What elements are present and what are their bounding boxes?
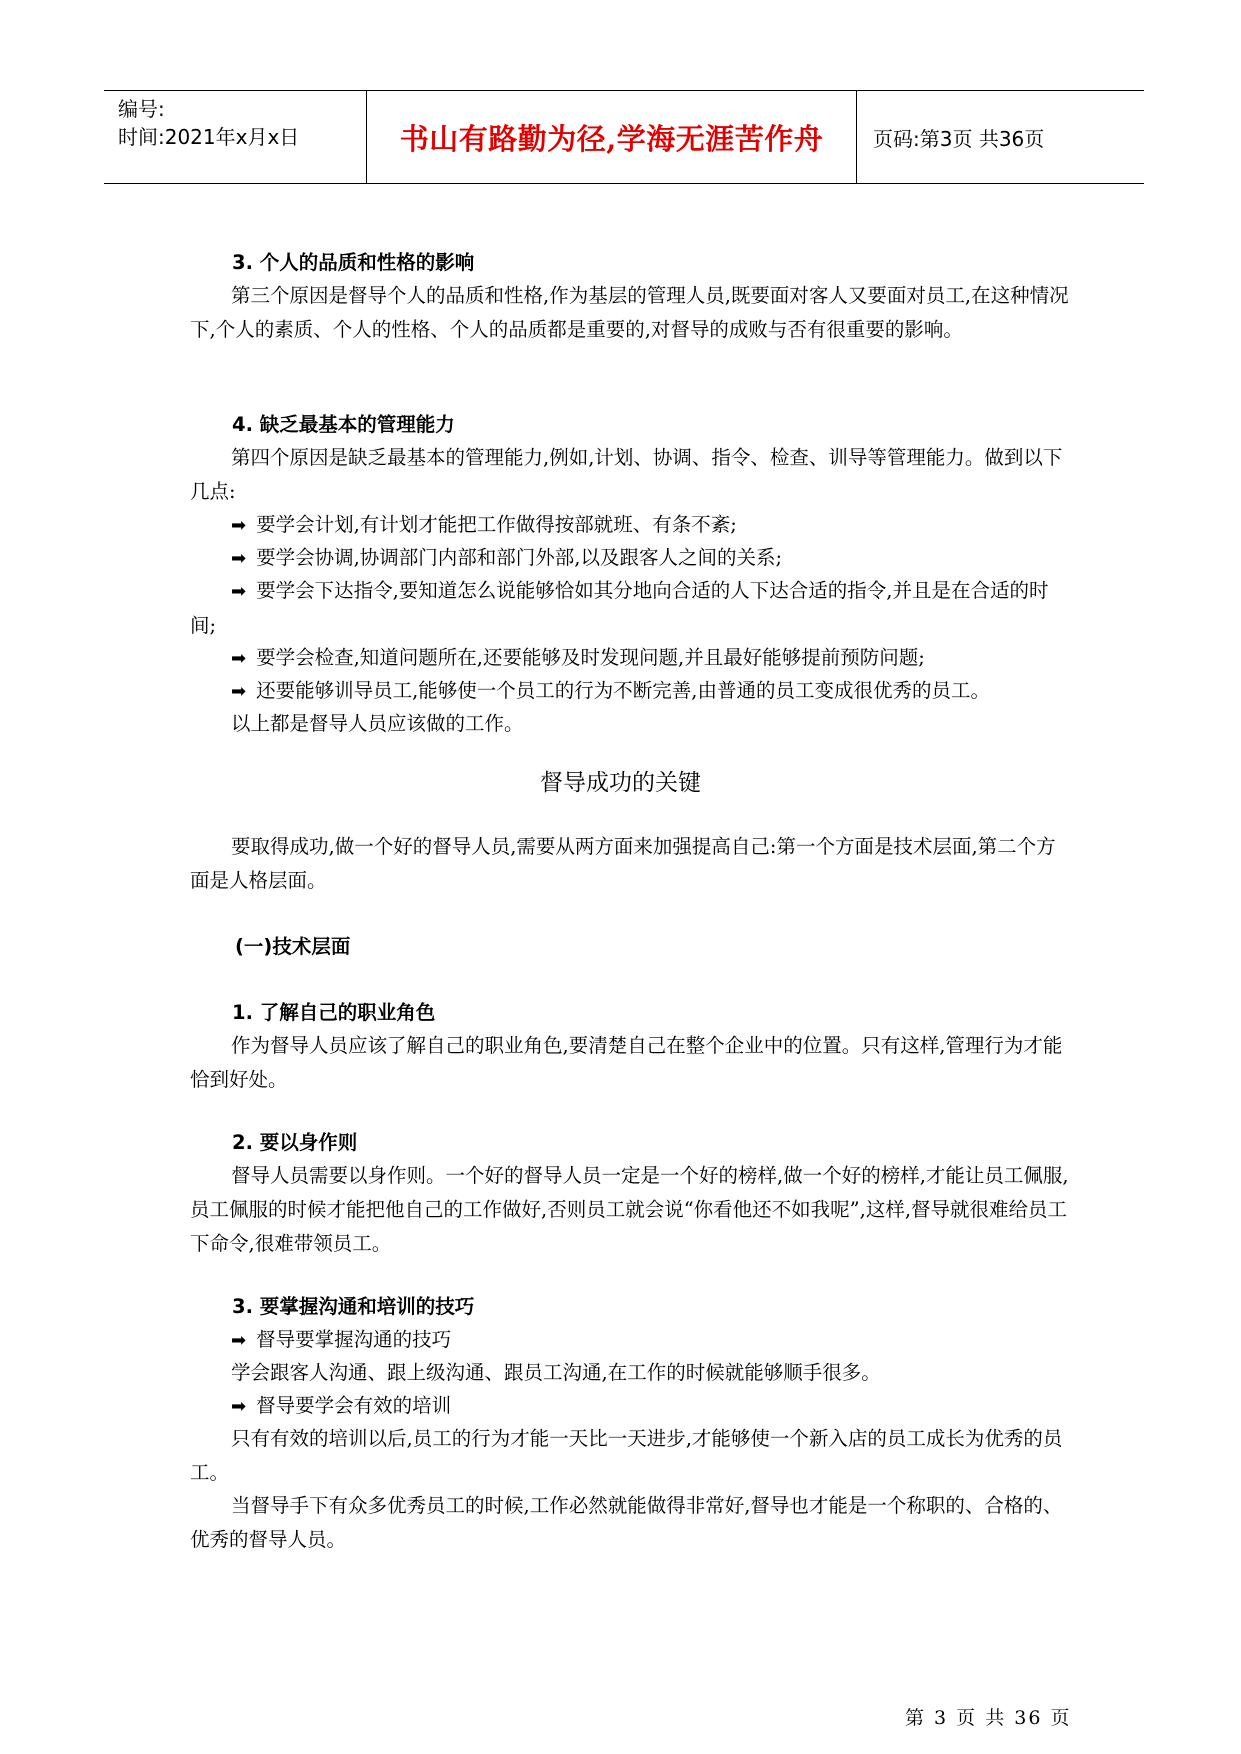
list-item bbox=[190, 641, 1070, 676]
paragraph-personal-quality: 第三个原因是督导个人的品质和性格,作为基层的管理人员,既要面对客人又要面对员工,在这种情况下,个人的素质、个人的性格、个人的品质都是重要的,对督导的成败与否有很重要的影响。 bbox=[190, 284, 1069, 341]
heading-know-role: 1. 了解自己的职业角色 bbox=[232, 1001, 436, 1024]
list-item-text: 要学会协调,协调部门内部和部门外部,以及跟客人之间的关系; bbox=[256, 546, 783, 569]
list-item bbox=[190, 1389, 1070, 1424]
paragraph-conclusion: 当督导手下有众多优秀员工的时候,工作必然就能做得非常好,督导也才能是一个称职的、合格的、优秀的督导人员。 bbox=[190, 1494, 1063, 1551]
document-number-label: 编号: bbox=[118, 97, 165, 121]
heading-communication-training: 3. 要掌握沟通和培训的技巧 bbox=[232, 1295, 475, 1318]
list-item-text: 要学会计划,有计划才能把工作做得按部就班、有条不紊; bbox=[256, 513, 737, 536]
arrow-right-icon: ➡ bbox=[231, 1330, 247, 1351]
paragraph-lead-by-example: 督导人员需要以身作则。一个好的督导人员一定是一个好的榜样,做一个好的榜样,才能让员工佩服,员工佩服的时候才能把他自己的工作做好,否则员工就会说“你看他还不如我呢”,这样,督导就很难给员工下命令,很难带领员工。 bbox=[190, 1164, 1069, 1255]
heading-lead-by-example: 2. 要以身作则 bbox=[232, 1131, 358, 1154]
list-item bbox=[190, 674, 1070, 709]
header-motto-cell bbox=[367, 91, 857, 183]
arrow-right-icon: ➡ bbox=[231, 581, 247, 602]
paragraph-communication: 学会跟客人沟通、跟上级沟通、跟员工沟通,在工作的时候就能够顺手很多。 bbox=[231, 1361, 881, 1384]
list-item-text: 还要能够训导员工,能够使一个员工的行为不断完善,由普通的员工变成很优秀的员工。 bbox=[256, 679, 990, 702]
list-item-text: 要学会下达指令,要知道怎么说能够恰如其分地向合适的人下达合适的指令,并且是在合适的时间; bbox=[190, 579, 1049, 637]
list-item bbox=[190, 541, 1070, 576]
heading-management-ability: 4. 缺乏最基本的管理能力 bbox=[232, 413, 455, 436]
heading-technical-level: (一)技术层面 bbox=[235, 935, 351, 958]
header-meta-cell bbox=[104, 91, 367, 183]
section-title: 督导成功的关键 bbox=[540, 770, 701, 796]
list-item bbox=[190, 1323, 1070, 1358]
arrow-right-icon: ➡ bbox=[231, 681, 247, 702]
page-header bbox=[104, 90, 1144, 184]
paragraph-training: 只有有效的培训以后,员工的行为才能一天比一天进步,才能够使一个新入店的员工成长为优秀的员工。 bbox=[190, 1427, 1063, 1484]
document-time-label: 时间:2021年x月x日 bbox=[118, 125, 300, 149]
list-item-text: 要学会检查,知道问题所在,还要能够及时发现问题,并且最好能够提前预防问题; bbox=[256, 646, 925, 669]
list-item bbox=[190, 574, 1070, 643]
list-item-text: 督导要学会有效的培训 bbox=[256, 1394, 452, 1417]
header-motto: 书山有路勤为径,学海无涯苦作舟 bbox=[399, 121, 824, 156]
paragraph-management-ability: 第四个原因是缺乏最基本的管理能力,例如,计划、协调、指令、检查、训导等管理能力。做到以下几点: bbox=[190, 446, 1063, 503]
paragraph-know-role: 作为督导人员应该了解自己的职业角色,要清楚自己在整个企业中的位置。只有这样,管理行为才能恰到好处。 bbox=[190, 1034, 1063, 1091]
header-page-info: 页码:第3页 共36页 bbox=[873, 126, 1045, 151]
list-item bbox=[190, 508, 1070, 543]
paragraph-intro: 要取得成功,做一个好的督导人员,需要从两方面来加强提高自己:第一个方面是技术层面,第二个方面是人格层面。 bbox=[190, 835, 1056, 892]
arrow-right-icon: ➡ bbox=[231, 648, 247, 669]
arrow-right-icon: ➡ bbox=[231, 1396, 247, 1417]
paragraph-summary: 以上都是督导人员应该做的工作。 bbox=[231, 712, 524, 735]
heading-personal-quality: 3. 个人的品质和性格的影响 bbox=[232, 251, 475, 274]
arrow-right-icon: ➡ bbox=[231, 548, 247, 569]
list-item-text: 督导要掌握沟通的技巧 bbox=[256, 1328, 452, 1351]
page-number-footer: 第 3 页 共 36 页 bbox=[905, 1707, 1072, 1729]
arrow-right-icon: ➡ bbox=[231, 515, 247, 536]
